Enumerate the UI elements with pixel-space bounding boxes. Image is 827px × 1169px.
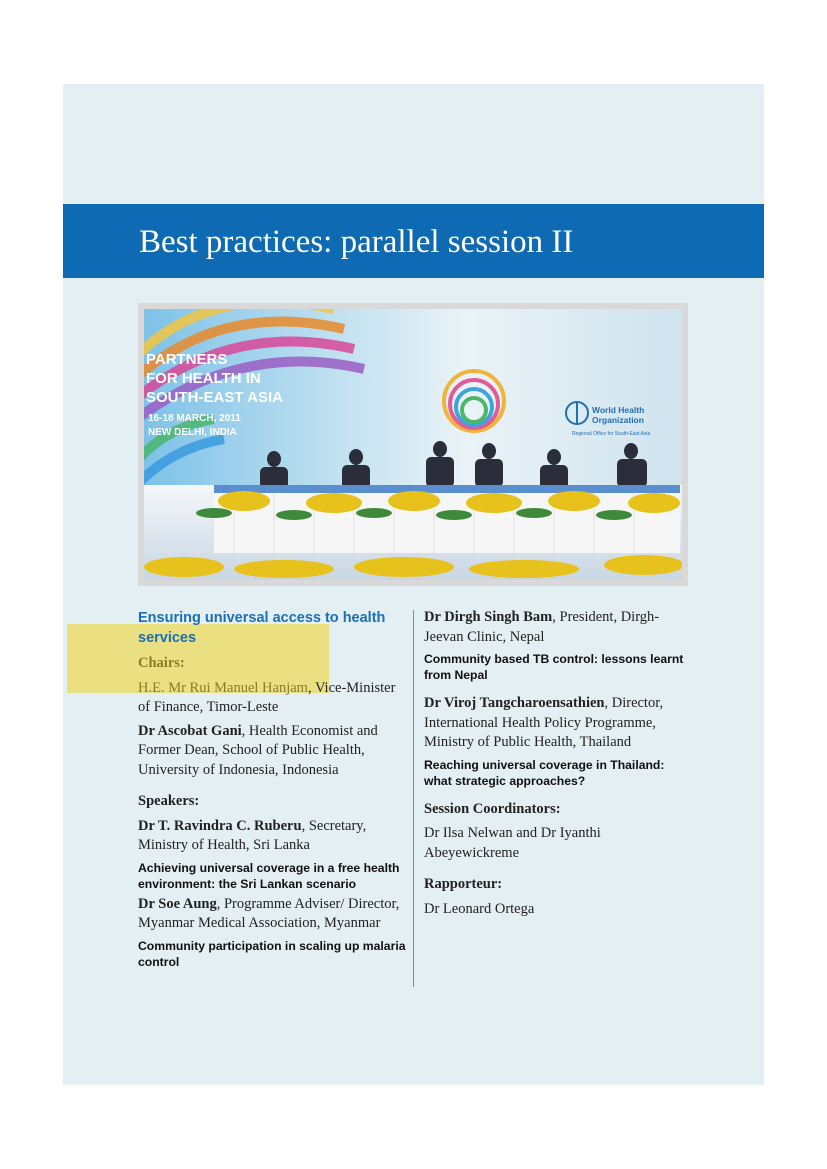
chair-name: H.E. Mr Rui Manuel Hanjam xyxy=(138,679,308,696)
chair-name: Dr Ascobat Gani xyxy=(138,722,242,739)
speaker-desc: , Secretary, Ministry of Health, Sri Lanka xyxy=(138,817,367,853)
photo-banner-line-1: PARTNERS xyxy=(146,351,228,368)
speaker-name: Dr Viroj Tangcharoensathien xyxy=(424,695,605,711)
speaker-entry xyxy=(138,817,406,856)
chairs-label: Chairs: xyxy=(138,655,185,671)
speaker-entry xyxy=(424,608,684,647)
photo-date-line-2: NEW DELHI, INDIA xyxy=(148,427,237,438)
who-text-2: Organization xyxy=(592,415,644,425)
speaker-name: Dr Soe Aung xyxy=(138,895,217,912)
left-column xyxy=(138,608,406,973)
talk-title: Community participation in scaling up malaria control xyxy=(138,938,406,969)
right-column xyxy=(424,608,684,923)
talk-title: Reaching universal coverage in Thailand: what strategic approaches? xyxy=(424,757,665,788)
photo-date-line-1: 16-18 MARCH, 2011 xyxy=(148,413,241,424)
speaker-desc: , Programme Adviser/ Director, Myanmar Medical Association, Myanmar xyxy=(138,895,400,931)
column-divider xyxy=(413,610,414,987)
speaker-name: Dr Dirgh Singh Bam xyxy=(424,609,553,625)
talk-title: Community based TB control: lessons learnt from Nepal xyxy=(424,652,684,682)
speaker-name: Dr T. Ravindra C. Ruberu xyxy=(138,817,302,834)
section-title: Ensuring universal access to health services xyxy=(138,610,386,646)
who-text-1: World Health xyxy=(592,405,645,415)
conference-photo xyxy=(138,303,688,586)
speaker-desc: , Director, International Health Policy Programme, Ministry of Public Health, Thailand xyxy=(424,695,664,750)
photo-banner-line-2: FOR HEALTH IN xyxy=(146,370,261,387)
chair-entry xyxy=(138,722,406,781)
conference-photo-image xyxy=(144,309,682,580)
talk-title: Achieving universal coverage in a free health environment: the Sri Lankan scenario xyxy=(138,860,400,891)
speaker-entry xyxy=(138,895,406,934)
rapporteur: Dr Leonard Ortega xyxy=(424,900,535,917)
who-text-3: Regional Office for South-East Asia xyxy=(572,431,651,437)
chair-desc: , Health Economist and Former Dean, School of Public Health, University of Indonesia, Indonesia xyxy=(138,722,378,778)
photo-banner-line-3: SOUTH-EAST ASIA xyxy=(146,389,283,406)
speaker-desc: , President, Dirgh-Jeevan Clinic, Nepal xyxy=(424,609,660,645)
rapporteur-label: Rapporteur: xyxy=(424,876,503,892)
chair-desc: , Vice-Minister of Finance, Timor-Leste xyxy=(138,679,396,715)
coordinators: Dr Ilsa Nelwan and Dr Iyanthi Abeyewickreme xyxy=(424,825,601,861)
coordinators-label: Session Coordinators: xyxy=(424,800,561,817)
speaker-entry xyxy=(424,694,684,753)
speakers-label: Speakers: xyxy=(138,793,200,809)
chair-entry xyxy=(138,679,406,718)
page-title: Best practices: parallel session II xyxy=(139,224,574,260)
